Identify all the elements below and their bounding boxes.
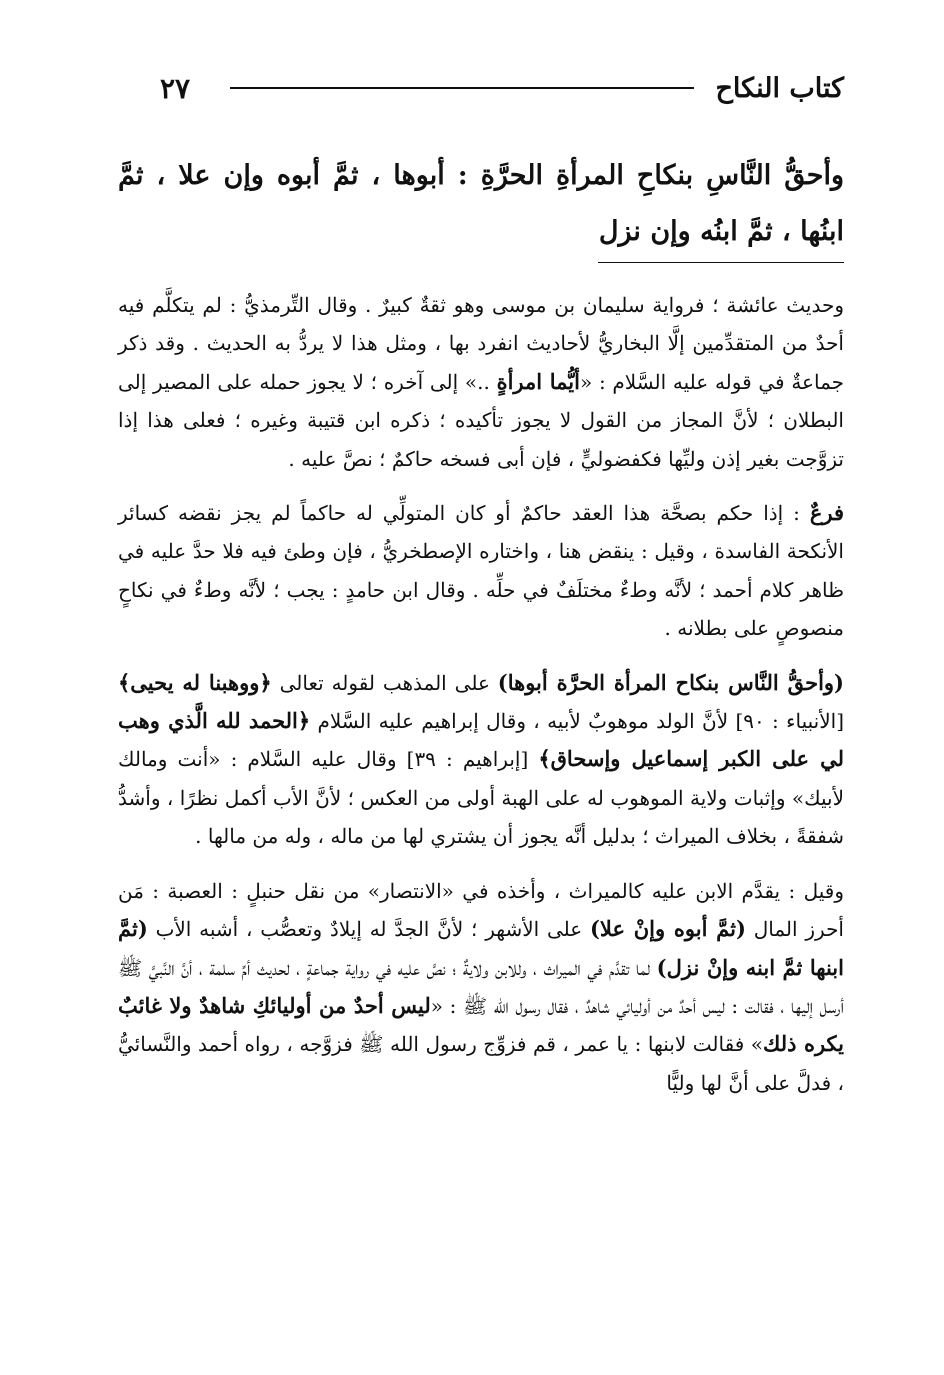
paragraph-text: على الأشهر ؛ لأنَّ الجدَّ له إيلادٌ وتعصُّب ، أشبه الأب xyxy=(147,917,590,942)
paragraph-text: على المذهب لقوله تعالى xyxy=(271,670,498,695)
commentary-paragraph xyxy=(118,494,844,648)
commentary xyxy=(118,286,844,1102)
page-header xyxy=(160,66,844,110)
main-text: وأحقُّ النَّاسِ بنكاحِ المرأةِ الحرَّةِ : أبوها ، ثمَّ أبوه وإن علا ، ثمَّ ابنُها ، ثمَّ ابنُه وإن نزل xyxy=(118,160,844,247)
commentary-paragraph xyxy=(118,286,844,478)
running-title: كتاب النكاح xyxy=(715,72,844,104)
text-separator-rule xyxy=(598,262,844,263)
paragraph-text: ..» إلى آخره ؛ لا يجوز حمله على المصير إلى البطلان ؛ لأنَّ المجاز من القول لا يجوز تأكيده ؛ ذكره ابن قتيبة وغيره ؛ فعلى هذا إذا تزوَّجت بغير إذن وليِّها فكفضوليٍّ ، فإن أبى فسخه حاكمٌ ؛ نصَّ عليه . xyxy=(118,369,844,471)
paragraph-text: لما تقدَّم في الميراث ، وللابن ولايةٌ ؛ نصَّ عليه في رواية جماعةٍ ، لحديث أمِّ سلمة ، أنَّ النَّبيَّ ﷺ أرسل إليها ، فقالت : ليس أحدٌ من أوليائي شاهدٌ ، فقال رسول الله ﷺ : « xyxy=(118,955,845,1018)
paragraph-text: وحديث عائشة ؛ فرواية سليمان بن موسى وهو ثقةٌ كبيرٌ . وقال التِّرمذيُّ : لم يتكلَّم فيه أحدٌ من المتقدِّمين إلَّا البخاريُّ لأحاديث انفرد بها ، ومثل هذا لا يردُّ به الحديث . وقد ذكر جماعةٌ في قوله عليه السَّلام : « xyxy=(118,293,845,394)
paragraph-text: [الأنبياء : ٩٠] لأنَّ الولد موهوبٌ لأبيه ، وقال إبراهيم عليه السَّلام xyxy=(310,709,845,734)
commentary-paragraph xyxy=(118,664,844,856)
bold-quote: (وأحقُّ النَّاس بنكاح المرأة الحرَّة أبوها) xyxy=(497,669,844,695)
page-number: ٢٧ xyxy=(160,71,191,105)
quran-verse: ﴿ووهبنا له يحيى﴾ xyxy=(118,669,272,695)
bold-quote: أيُّما امرأةٍ xyxy=(496,368,580,394)
hadith-quote: ليس أحدٌ من أوليائكِ شاهدٌ ولا غائبٌ يكره ذلك xyxy=(118,992,844,1057)
paragraph-text: وقيل : يقدَّم الابن عليه كالميراث ، وأخذه في «الانتصار» من نقل حنبلٍ : العصبة : مَن أحرز المال xyxy=(118,878,844,942)
section-heading: فرعٌ xyxy=(809,500,844,526)
paragraph-text: » فقالت لابنها : يا عمر ، قم فزوِّج رسول الله ﷺ فزوَّجه ، رواه أحمد والنَّسائيُّ ، فدلَّ على أنَّ لها وليًّا xyxy=(118,1032,844,1095)
commentary-paragraph xyxy=(118,872,844,1102)
quran-verse: ﴿الحمد لله الَّذي وهب لي على الكبر إسماعيل وإسحاق﴾ xyxy=(118,708,844,772)
header-rule xyxy=(230,87,693,89)
bold-quote: (ثمَّ أبوه وإنْ علا) xyxy=(590,916,746,942)
paragraph-text: : إذا حكم بصحَّة هذا العقد حاكمٌ أو كان المتولِّي له حاكماً لم يجز نقضه كسائر الأنكحة الفاسدة ، وقيل : ينقض هنا ، واختاره الإصطخريُّ ، فإن وطئ فيه فلا حدَّ عليه في ظاهر كلام أحمد ؛ لأنَّه وطءٌ مختلَفٌ في حلِّه . وقال ابن حامدٍ : يجب ؛ لأنَّه وطءٌ في نكاحٍ منصوصٍ على بطلانه . xyxy=(118,501,844,641)
paragraph-text: [إبراهيم : ٣٩] وقال عليه السَّلام : «أنت ومالك لأبيك» وإثبات ولاية الموهوب له على الهبة أولى من العكس ؛ لأنَّ الأب أكمل نظرًا ، وأشدُّ شفقةً ، بخلاف الميراث ؛ بدليل أنَّه يجوز أن يشتري لها من ماله ، وله من مالها . xyxy=(118,747,844,849)
bold-quote: (ثمَّ ابنها ثمَّ ابنه وإنْ نزل) xyxy=(118,916,844,980)
